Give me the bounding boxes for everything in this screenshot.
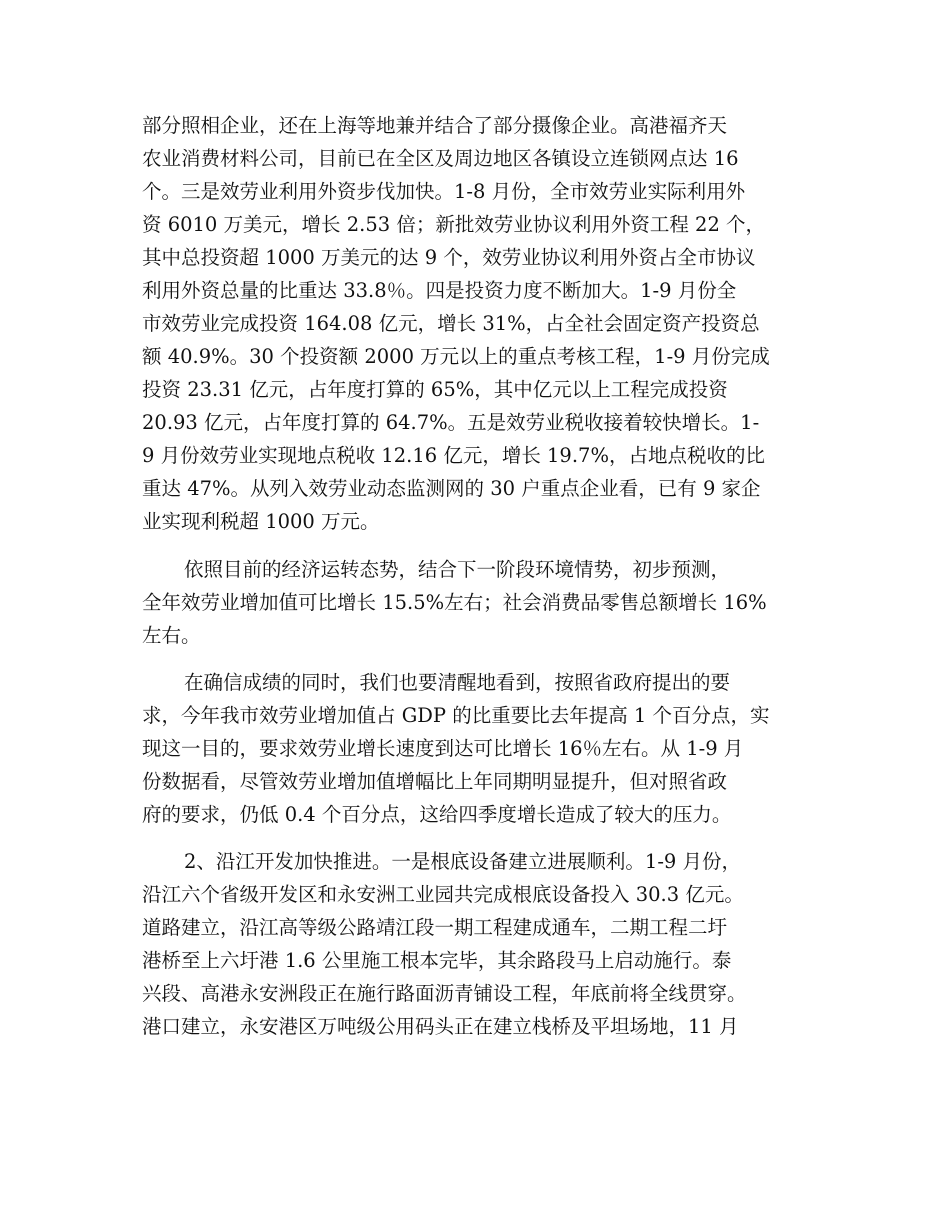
text-line: 部分照相企业，还在上海等地兼并结合了部分摄像企业。高港福齐天 (142, 114, 728, 137)
text-line: 市效劳业完成投资 164.08 亿元，增长 31%，占全社会固定资产投资总 (142, 312, 760, 335)
text-line: 在确信成绩的同时，我们也要清醒地看到，按照省政府提出的要 (184, 671, 731, 694)
text-line: 全年效劳业增加值可比增长 15.5%左右；社会消费品零售总额增长 16% (142, 591, 767, 614)
text-line: 其中总投资超 1000 万美元的达 9 个，效劳业协议利用外资占全市协议 (142, 246, 756, 269)
text-line: 2、沿江开发加快推进。一是根底设备建立进展顺利。1-9 月份， (184, 850, 742, 873)
text-line: 港口建立，永安港区万吨级公用码头正在建立栈桥及平坦场地，11 月 (142, 1015, 739, 1038)
text-line: 府的要求，仍低 0.4 个百分点，这给四季度增长造成了较大的压力。 (142, 803, 732, 826)
text-line: 重达 47%。从列入效劳业动态监测网的 30 户重点企业看，已有 9 家企 (142, 477, 761, 500)
text-line: 港桥至上六圩港 1.6 公里施工根本完毕，其余路段马上启动施行。泰 (142, 949, 732, 972)
text-line: 业实现利税超 1000 万元。 (142, 510, 380, 533)
text-line: 投资 23.31 亿元，占年度打算的 65%，其中亿元以上工程完成投资 (142, 378, 728, 401)
text-line: 9 月份效劳业实现地点税收 12.16 亿元，增长 19.7%，占地点税收的比 (142, 444, 765, 467)
text-line: 道路建立，沿江高等级公路靖江段一期工程建成通车，二期工程二圩 (142, 916, 728, 939)
text-line: 20.93 亿元，占年度打算的 64.7%。五是效劳业税收接着较快增长。1- (142, 411, 760, 434)
text-line: 个。三是效劳业利用外资步伐加快。1-8 月份，全市效劳业实际利用外 (142, 180, 746, 203)
text-line: 额 40.9%。30 个投资额 2000 万元以上的重点考核工程，1-9 月份完成 (142, 345, 770, 368)
text-line: 利用外资总量的比重达 33.8％。四是投资力度不断加大。1-9 月份全 (142, 279, 737, 302)
text-line: 沿江六个省级开发区和永安洲工业园共完成根底设备投入 30.3 亿元。 (142, 883, 744, 906)
text-line: 左右。 (142, 624, 201, 647)
text-line: 份数据看，尽管效劳业增加值增幅比上年同期明显提升，但对照省政 (142, 770, 728, 793)
text-line: 农业消费材料公司，目前已在全区及周边地区各镇设立连锁网点达 16 (142, 147, 739, 170)
text-line: 现这一目的，要求效劳业增长速度到达可比增长 16％左右。从 1-9 月 (142, 737, 744, 760)
text-line: 资 6010 万美元，增长 2.53 倍；新批效劳业协议利用外资工程 22 个， (142, 213, 766, 236)
text-line: 求，今年我市效劳业增加值占 GDP 的比重要比去年提高 1 个百分点，实 (142, 704, 770, 727)
text-line: 依照目前的经济运转态势，结合下一阶段环境情势，初步预测， (184, 558, 731, 581)
text-line: 兴段、高港永安洲段正在施行路面沥青铺设工程，年底前将全线贯穿。 (142, 982, 747, 1005)
